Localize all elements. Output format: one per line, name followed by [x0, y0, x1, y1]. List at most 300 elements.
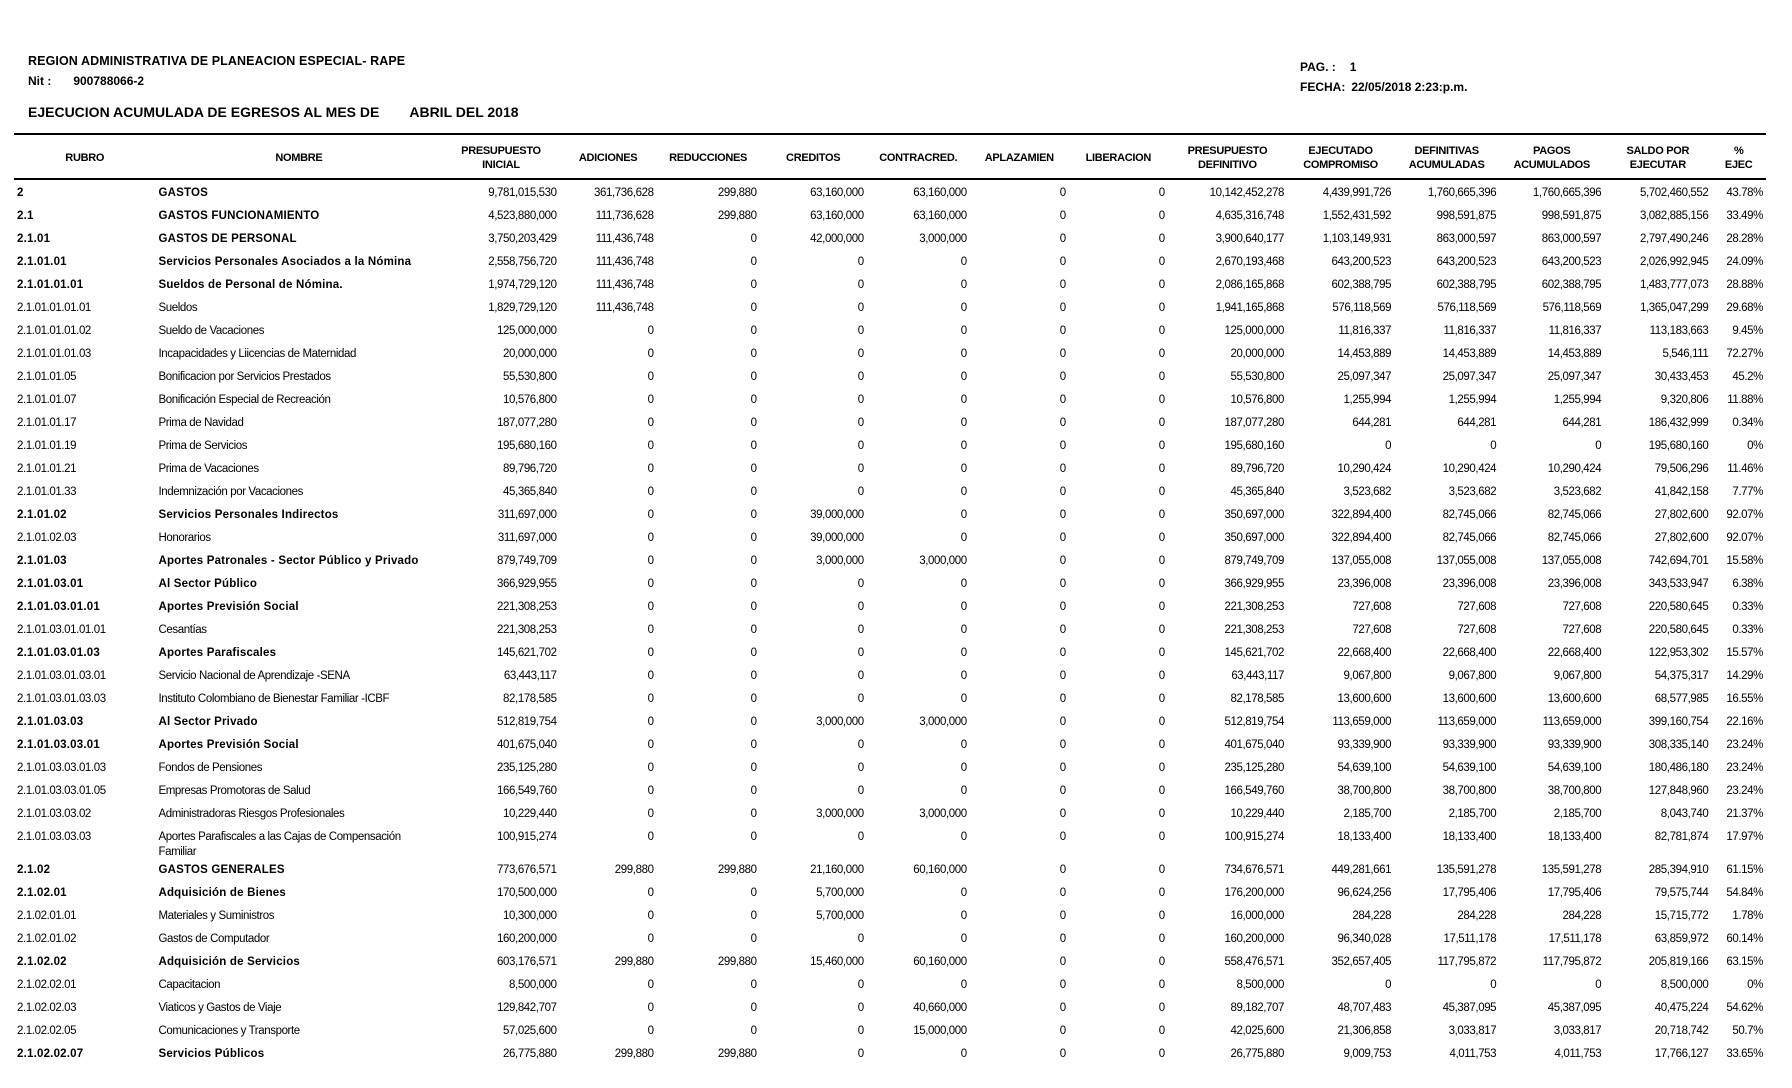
- cell-reducciones: 0: [750, 325, 757, 337]
- column-header-label: EJECUTADO: [1308, 145, 1373, 157]
- cell-liberacion: 0: [1158, 279, 1165, 291]
- cell-saldo-por-ejecutar: 68,577,985: [1654, 693, 1709, 705]
- cell-reducciones: 0: [750, 555, 757, 567]
- cell-saldo-por-ejecutar: 343,533,947: [1648, 578, 1709, 590]
- cell-presupuesto-inicial: 57,025,600: [503, 1025, 557, 1037]
- cell-creditos: 0: [857, 785, 864, 797]
- cell-aplazamien: 0: [1059, 979, 1066, 991]
- rubro-name: Aportes Previsión Social: [158, 739, 299, 751]
- cell-presupuesto-inicial: 26,775,880: [503, 1048, 557, 1060]
- cell-liberacion: 0: [1158, 233, 1165, 245]
- cell-pct-ejec: 6.38%: [1732, 578, 1763, 590]
- cell-aplazamien: 0: [1059, 1025, 1066, 1037]
- cell-adiciones: 0: [647, 578, 654, 590]
- cell-presupuesto-inicial: 82,178,585: [503, 693, 557, 705]
- cell-aplazamien: 0: [1059, 831, 1066, 843]
- rubro-name: Capacitacion: [158, 979, 221, 991]
- cell-liberacion: 0: [1158, 624, 1165, 636]
- cell-adiciones: 0: [647, 739, 654, 751]
- cell-creditos: 0: [857, 417, 864, 429]
- table-row: [14, 666, 1766, 689]
- rubro-code: 2.1.02.02.03: [17, 1002, 77, 1014]
- cell-aplazamien: 0: [1059, 532, 1066, 544]
- cell-pct-ejec: 45.2%: [1732, 371, 1763, 383]
- cell-aplazamien: 0: [1059, 933, 1066, 945]
- cell-presupuesto-inicial: 170,500,000: [497, 887, 557, 899]
- table-row: [14, 712, 1766, 735]
- cell-definitivas-acumuladas: 644,281: [1457, 417, 1497, 429]
- rubro-code: 2.1.02.02.01: [17, 979, 77, 991]
- column-header-ejecutado-compromiso: [1287, 138, 1394, 178]
- report-header-right: [1300, 60, 1467, 94]
- table-row: [14, 252, 1766, 275]
- rubro-name: Aportes Parafiscales: [158, 647, 277, 659]
- cell-ejecutado-compromiso: 9,067,800: [1343, 670, 1392, 682]
- cell-ejecutado-compromiso: 576,118,569: [1332, 302, 1392, 314]
- column-header-label: SALDO POR: [1626, 145, 1690, 157]
- rubro-name: Adquisición de Bienes: [158, 887, 286, 899]
- cell-liberacion: 0: [1158, 979, 1165, 991]
- table-row: [14, 952, 1766, 975]
- table-row: [14, 436, 1766, 459]
- cell-contracred: 0: [960, 601, 967, 613]
- cell-saldo-por-ejecutar: 180,486,180: [1648, 762, 1709, 774]
- rubro-name: Sueldo de Vacaciones: [158, 325, 265, 337]
- cell-saldo-por-ejecutar: 399,160,754: [1648, 716, 1709, 728]
- cell-ejecutado-compromiso: 727,608: [1352, 601, 1392, 613]
- cell-reducciones: 0: [750, 394, 757, 406]
- cell-presupuesto-inicial: 2,558,756,720: [488, 256, 557, 268]
- table-row: [14, 505, 1766, 528]
- cell-presupuesto-definitivo: 401,675,040: [1224, 739, 1285, 751]
- cell-adiciones: 0: [647, 693, 654, 705]
- cell-presupuesto-definitivo: 8,500,000: [1236, 979, 1285, 991]
- cell-presupuesto-inicial: 366,929,955: [497, 578, 557, 590]
- cell-creditos: 0: [857, 371, 864, 383]
- cell-pagos-acumulados: 3,033,817: [1553, 1025, 1602, 1037]
- table-row: [14, 689, 1766, 712]
- rubro-name: Materiales y Suministros: [158, 910, 275, 922]
- cell-liberacion: 0: [1158, 509, 1165, 521]
- cell-presupuesto-definitivo: 350,697,000: [1224, 509, 1285, 521]
- rubro-name: Aportes Previsión Social: [158, 601, 299, 613]
- cell-aplazamien: 0: [1059, 739, 1066, 751]
- cell-contracred: 60,160,000: [913, 956, 967, 968]
- cell-pagos-acumulados: 998,591,875: [1541, 210, 1602, 222]
- organization-name: REGION ADMINISTRATIVA DE PLANEACION ESPECIAL- RAPE: [28, 54, 406, 68]
- cell-creditos: 0: [857, 302, 864, 314]
- cell-pagos-acumulados: 727,608: [1562, 624, 1602, 636]
- cell-pct-ejec: 33.49%: [1726, 210, 1763, 222]
- cell-creditos: 3,000,000: [816, 808, 864, 820]
- cell-contracred: 0: [960, 785, 967, 797]
- cell-contracred: 3,000,000: [919, 233, 967, 245]
- cell-pagos-acumulados: 17,511,178: [1548, 933, 1602, 945]
- cell-pagos-acumulados: 38,700,800: [1547, 785, 1602, 797]
- cell-reducciones: 0: [750, 601, 757, 613]
- cell-presupuesto-inicial: 10,229,440: [503, 808, 557, 820]
- cell-contracred: 0: [960, 348, 967, 360]
- cell-presupuesto-inicial: 10,300,000: [503, 910, 557, 922]
- cell-definitivas-acumuladas: 0: [1490, 440, 1497, 452]
- cell-definitivas-acumuladas: 25,097,347: [1442, 371, 1497, 383]
- cell-creditos: 21,160,000: [810, 864, 864, 876]
- cell-creditos: 42,000,000: [810, 233, 864, 245]
- cell-saldo-por-ejecutar: 17,766,127: [1654, 1048, 1709, 1060]
- cell-adiciones: 0: [647, 624, 654, 636]
- cell-contracred: 0: [960, 463, 967, 475]
- table-row: [14, 975, 1766, 998]
- cell-definitivas-acumuladas: 82,745,066: [1442, 509, 1497, 521]
- cell-saldo-por-ejecutar: 1,365,047,299: [1640, 302, 1709, 314]
- cell-creditos: 0: [857, 762, 864, 774]
- header-top-rule: [14, 133, 1766, 135]
- cell-aplazamien: 0: [1059, 463, 1066, 475]
- cell-ejecutado-compromiso: 25,097,347: [1337, 371, 1392, 383]
- cell-aplazamien: 0: [1059, 279, 1066, 291]
- cell-reducciones: 0: [750, 302, 757, 314]
- rubro-name: Instituto Colombiano de Bienestar Familiar -ICBF: [158, 693, 390, 705]
- cell-reducciones: 0: [750, 256, 757, 268]
- rubro-code: 2.1.02.01.01: [17, 910, 77, 922]
- cell-saldo-por-ejecutar: 40,475,224: [1654, 1002, 1709, 1014]
- cell-presupuesto-inicial: 63,443,117: [503, 670, 557, 682]
- cell-presupuesto-definitivo: 3,900,640,177: [1215, 233, 1285, 245]
- table-row: [14, 827, 1766, 860]
- cell-definitivas-acumuladas: 82,745,066: [1442, 532, 1497, 544]
- cell-ejecutado-compromiso: 21,306,858: [1337, 1025, 1392, 1037]
- column-header-saldo-por-ejecutar: [1604, 138, 1711, 178]
- cell-ejecutado-compromiso: 322,894,400: [1331, 532, 1392, 544]
- cell-presupuesto-definitivo: 42,025,600: [1230, 1025, 1285, 1037]
- column-header-label: RUBRO: [65, 152, 105, 164]
- cell-ejecutado-compromiso: 284,228: [1352, 910, 1392, 922]
- cell-reducciones: 0: [750, 933, 757, 945]
- column-header-label: DEFINITIVAS: [1414, 145, 1479, 157]
- table-row: [14, 206, 1766, 229]
- table-row: [14, 758, 1766, 781]
- cell-ejecutado-compromiso: 352,657,405: [1331, 956, 1392, 968]
- cell-aplazamien: 0: [1059, 864, 1066, 876]
- cell-presupuesto-definitivo: 89,182,707: [1230, 1002, 1285, 1014]
- table-row: [14, 1044, 1766, 1067]
- cell-creditos: 39,000,000: [810, 532, 864, 544]
- rubro-name: GASTOS FUNCIONAMIENTO: [158, 210, 320, 222]
- rubro-code: 2.1.02.02.07: [17, 1048, 84, 1060]
- cell-saldo-por-ejecutar: 3,082,885,156: [1640, 210, 1709, 222]
- cell-pct-ejec: 11.46%: [1727, 463, 1763, 475]
- cell-ejecutado-compromiso: 48,707,483: [1337, 1002, 1392, 1014]
- cell-pagos-acumulados: 11,816,337: [1548, 325, 1602, 337]
- cell-contracred: 0: [960, 302, 967, 314]
- rubro-name: Incapacidades y Liicencias de Maternidad: [158, 348, 356, 360]
- cell-contracred: 0: [960, 739, 967, 751]
- cell-pagos-acumulados: 113,659,000: [1542, 716, 1602, 728]
- cell-definitivas-acumuladas: 113,659,000: [1437, 716, 1497, 728]
- cell-ejecutado-compromiso: 4,439,991,726: [1322, 187, 1392, 199]
- cell-creditos: 5,700,000: [816, 887, 864, 899]
- report-date: [1300, 80, 1467, 94]
- column-header-sublabel: INICIAL: [482, 159, 520, 171]
- cell-liberacion: 0: [1158, 887, 1165, 899]
- cell-ejecutado-compromiso: 23,396,008: [1337, 578, 1392, 590]
- cell-adiciones: 0: [647, 647, 654, 659]
- table-row: [14, 275, 1766, 298]
- cell-definitivas-acumuladas: 576,118,569: [1437, 302, 1497, 314]
- cell-saldo-por-ejecutar: 742,694,701: [1648, 555, 1709, 567]
- cell-pagos-acumulados: 54,639,100: [1547, 762, 1602, 774]
- cell-saldo-por-ejecutar: 285,394,910: [1648, 864, 1709, 876]
- cell-ejecutado-compromiso: 18,133,400: [1337, 831, 1392, 843]
- column-header-sublabel: EJECUTAR: [1629, 159, 1686, 171]
- rubro-name: Servicios Personales Indirectos: [158, 509, 339, 521]
- rubro-code: 2.1.02.01: [17, 887, 67, 899]
- column-header-sublabel: ACUMULADOS: [1513, 159, 1590, 171]
- cell-adiciones: 0: [647, 831, 654, 843]
- rubro-name: Prima de Servicios: [158, 440, 248, 452]
- cell-aplazamien: 0: [1059, 394, 1066, 406]
- cell-creditos: 0: [857, 440, 864, 452]
- cell-presupuesto-definitivo: 1,941,165,868: [1215, 302, 1285, 314]
- cell-adiciones: 0: [647, 371, 654, 383]
- cell-reducciones: 0: [750, 233, 757, 245]
- rubro-name: Honorarios: [158, 532, 211, 544]
- cell-aplazamien: 0: [1059, 601, 1066, 613]
- cell-presupuesto-inicial: 145,621,702: [497, 647, 557, 659]
- column-header-sublabel: DEFINITIVO: [1198, 159, 1257, 171]
- cell-pagos-acumulados: 13,600,600: [1547, 693, 1602, 705]
- rubro-code: 2.1.01.03.03.03: [17, 831, 91, 843]
- cell-presupuesto-definitivo: 89,796,720: [1230, 463, 1285, 475]
- cell-liberacion: 0: [1158, 256, 1165, 268]
- rubro-code: 2.1.01.03.01.03.03: [17, 693, 106, 705]
- cell-aplazamien: 0: [1059, 440, 1066, 452]
- table-row: [14, 804, 1766, 827]
- cell-pct-ejec: 22.16%: [1726, 716, 1763, 728]
- rubro-name: Empresas Promotoras de Salud: [158, 785, 311, 797]
- cell-adiciones: 111,436,748: [595, 279, 654, 291]
- cell-creditos: 0: [857, 578, 864, 590]
- cell-liberacion: 0: [1158, 532, 1165, 544]
- cell-contracred: 0: [960, 887, 967, 899]
- rubro-name: Viaticos y Gastos de Viaje: [158, 1002, 282, 1014]
- cell-aplazamien: 0: [1059, 578, 1066, 590]
- cell-pct-ejec: 9.45%: [1732, 325, 1763, 337]
- cell-saldo-por-ejecutar: 186,432,999: [1648, 417, 1709, 429]
- cell-creditos: 0: [857, 279, 864, 291]
- cell-pagos-acumulados: 0: [1595, 440, 1602, 452]
- cell-definitivas-acumuladas: 863,000,597: [1436, 233, 1497, 245]
- cell-reducciones: 0: [750, 279, 757, 291]
- cell-contracred: 0: [960, 532, 967, 544]
- cell-saldo-por-ejecutar: 27,802,600: [1654, 509, 1709, 521]
- cell-definitivas-acumuladas: 0: [1490, 979, 1497, 991]
- cell-reducciones: 0: [750, 578, 757, 590]
- cell-reducciones: 0: [750, 1002, 757, 1014]
- cell-ejecutado-compromiso: 113,659,000: [1332, 716, 1392, 728]
- cell-creditos: 0: [857, 348, 864, 360]
- column-header-sublabel: EJEC: [1724, 159, 1753, 171]
- table-row: [14, 178, 1766, 206]
- cell-creditos: 0: [857, 1002, 864, 1014]
- cell-aplazamien: 0: [1059, 486, 1066, 498]
- cell-pct-ejec: 92.07%: [1726, 509, 1763, 521]
- cell-definitivas-acumuladas: 3,523,682: [1448, 486, 1497, 498]
- table-row: [14, 1021, 1766, 1044]
- cell-contracred: 0: [960, 417, 967, 429]
- cell-liberacion: 0: [1158, 1002, 1165, 1014]
- cell-pct-ejec: 29.68%: [1726, 302, 1763, 314]
- column-header-label: %: [1733, 145, 1744, 157]
- cell-pct-ejec: 60.14%: [1726, 933, 1763, 945]
- cell-definitivas-acumuladas: 117,795,872: [1437, 956, 1497, 968]
- column-header-pagos-acumulados: [1499, 138, 1604, 178]
- rubro-code: 2.1.01.01.01.03: [17, 348, 91, 360]
- cell-aplazamien: 0: [1059, 256, 1066, 268]
- cell-definitivas-acumuladas: 1,255,994: [1448, 394, 1497, 406]
- cell-ejecutado-compromiso: 643,200,523: [1331, 256, 1392, 268]
- cell-saldo-por-ejecutar: 220,580,645: [1648, 624, 1709, 636]
- rubro-name: Gastos de Computador: [158, 933, 270, 945]
- rubro-code: 2.1.01.03: [17, 555, 67, 567]
- cell-definitivas-acumuladas: 22,668,400: [1442, 647, 1497, 659]
- cell-reducciones: 0: [750, 762, 757, 774]
- cell-pagos-acumulados: 117,795,872: [1542, 956, 1602, 968]
- cell-presupuesto-definitivo: 176,200,000: [1224, 887, 1285, 899]
- table-row: [14, 735, 1766, 758]
- cell-contracred: 3,000,000: [919, 716, 967, 728]
- rubro-code: 2.1.01.02.03: [17, 532, 77, 544]
- cell-aplazamien: 0: [1059, 956, 1066, 968]
- cell-ejecutado-compromiso: 96,624,256: [1337, 887, 1392, 899]
- cell-adiciones: 0: [647, 348, 654, 360]
- cell-adiciones: 0: [647, 785, 654, 797]
- cell-ejecutado-compromiso: 322,894,400: [1331, 509, 1392, 521]
- rubro-name: Bonificacion por Servicios Prestados: [158, 371, 331, 383]
- cell-aplazamien: 0: [1059, 302, 1066, 314]
- column-header-definitivas-acumuladas: [1394, 138, 1499, 178]
- cell-definitivas-acumuladas: 135,591,278: [1436, 864, 1497, 876]
- cell-creditos: 0: [857, 325, 864, 337]
- cell-aplazamien: 0: [1059, 509, 1066, 521]
- rubro-name: Bonificación Especial de Recreación: [158, 394, 331, 406]
- rubro-name: Adquisición de Servicios: [158, 956, 301, 968]
- cell-pagos-acumulados: 284,228: [1562, 910, 1602, 922]
- cell-pct-ejec: 72.27%: [1726, 348, 1763, 360]
- cell-pagos-acumulados: 135,591,278: [1541, 864, 1602, 876]
- cell-ejecutado-compromiso: 11,816,337: [1338, 325, 1392, 337]
- cell-pagos-acumulados: 22,668,400: [1547, 647, 1602, 659]
- cell-presupuesto-definitivo: 26,775,880: [1230, 1048, 1285, 1060]
- cell-contracred: 0: [960, 624, 967, 636]
- cell-pct-ejec: 23.24%: [1726, 762, 1763, 774]
- cell-creditos: 0: [857, 670, 864, 682]
- cell-liberacion: 0: [1158, 785, 1165, 797]
- cell-saldo-por-ejecutar: 2,026,992,945: [1640, 256, 1709, 268]
- cell-saldo-por-ejecutar: 1,483,777,073: [1640, 279, 1709, 291]
- cell-contracred: 0: [960, 394, 967, 406]
- cell-presupuesto-inicial: 166,549,760: [497, 785, 557, 797]
- cell-presupuesto-definitivo: 160,200,000: [1224, 933, 1285, 945]
- cell-definitivas-acumuladas: 2,185,700: [1448, 808, 1497, 820]
- rubro-code: 2.1.02.02: [17, 956, 67, 968]
- table-row: [14, 367, 1766, 390]
- cell-presupuesto-inicial: 125,000,000: [497, 325, 557, 337]
- cell-pct-ejec: 16.55%: [1726, 693, 1763, 705]
- table-row: [14, 459, 1766, 482]
- cell-saldo-por-ejecutar: 308,335,140: [1648, 739, 1709, 751]
- table-row: [14, 413, 1766, 436]
- cell-aplazamien: 0: [1059, 371, 1066, 383]
- cell-aplazamien: 0: [1059, 1048, 1066, 1060]
- cell-contracred: 3,000,000: [919, 555, 967, 567]
- cell-contracred: 0: [960, 670, 967, 682]
- cell-definitivas-acumuladas: 284,228: [1457, 910, 1497, 922]
- cell-aplazamien: 0: [1059, 808, 1066, 820]
- cell-liberacion: 0: [1158, 325, 1165, 337]
- rubro-code: 2.1.01.01.17: [17, 417, 77, 429]
- table-row: [14, 528, 1766, 551]
- cell-definitivas-acumuladas: 10,290,424: [1442, 463, 1497, 475]
- cell-pct-ejec: 17.97%: [1726, 831, 1763, 843]
- column-header-label: PRESUPUESTO: [1187, 145, 1268, 157]
- cell-adiciones: 299,880: [614, 956, 654, 968]
- cell-contracred: 63,160,000: [913, 187, 967, 199]
- cell-pct-ejec: 63.15%: [1726, 956, 1763, 968]
- cell-creditos: 0: [857, 693, 864, 705]
- cell-reducciones: 299,880: [717, 864, 757, 876]
- cell-aplazamien: 0: [1059, 233, 1066, 245]
- cell-pagos-acumulados: 82,745,066: [1547, 532, 1602, 544]
- column-header-label: PAGOS: [1533, 145, 1571, 157]
- cell-presupuesto-definitivo: 16,000,000: [1230, 910, 1285, 922]
- cell-pagos-acumulados: 137,055,008: [1541, 555, 1602, 567]
- cell-presupuesto-inicial: 1,974,729,120: [488, 279, 557, 291]
- rubro-name: Prima de Vacaciones: [158, 463, 259, 475]
- cell-pagos-acumulados: 0: [1595, 979, 1602, 991]
- column-header-reducciones: [657, 138, 760, 178]
- cell-ejecutado-compromiso: 137,055,008: [1331, 555, 1392, 567]
- rubro-code: 2.1.02: [17, 864, 51, 876]
- rubro-code: 2.1.01.03.03.01.03: [17, 762, 106, 774]
- cell-liberacion: 0: [1158, 864, 1165, 876]
- date-label: FECHA:: [1300, 80, 1346, 94]
- cell-ejecutado-compromiso: 602,388,795: [1331, 279, 1392, 291]
- cell-definitivas-acumuladas: 17,795,406: [1442, 887, 1497, 899]
- cell-contracred: 0: [960, 647, 967, 659]
- cell-adiciones: 0: [647, 440, 654, 452]
- cell-ejecutado-compromiso: 1,255,994: [1343, 394, 1392, 406]
- cell-saldo-por-ejecutar: 220,580,645: [1648, 601, 1709, 613]
- cell-saldo-por-ejecutar: 20,718,742: [1654, 1025, 1709, 1037]
- cell-liberacion: 0: [1158, 808, 1165, 820]
- table-row: [14, 620, 1766, 643]
- cell-liberacion: 0: [1158, 739, 1165, 751]
- table-row: [14, 482, 1766, 505]
- cell-contracred: 0: [960, 486, 967, 498]
- cell-definitivas-acumuladas: 18,133,400: [1442, 831, 1497, 843]
- report-title-text: EJECUCION ACUMULADA DE EGRESOS AL MES DE: [28, 104, 380, 120]
- cell-reducciones: 0: [750, 1025, 757, 1037]
- cell-liberacion: 0: [1158, 1025, 1165, 1037]
- cell-adiciones: 0: [647, 532, 654, 544]
- rubro-code: 2.1.01.01.21: [17, 463, 77, 475]
- cell-pct-ejec: 21.37%: [1726, 808, 1763, 820]
- cell-presupuesto-inicial: 311,697,000: [497, 532, 557, 544]
- cell-presupuesto-inicial: 89,796,720: [503, 463, 557, 475]
- column-header-creditos: [760, 138, 867, 178]
- cell-definitivas-acumuladas: 14,453,889: [1442, 348, 1497, 360]
